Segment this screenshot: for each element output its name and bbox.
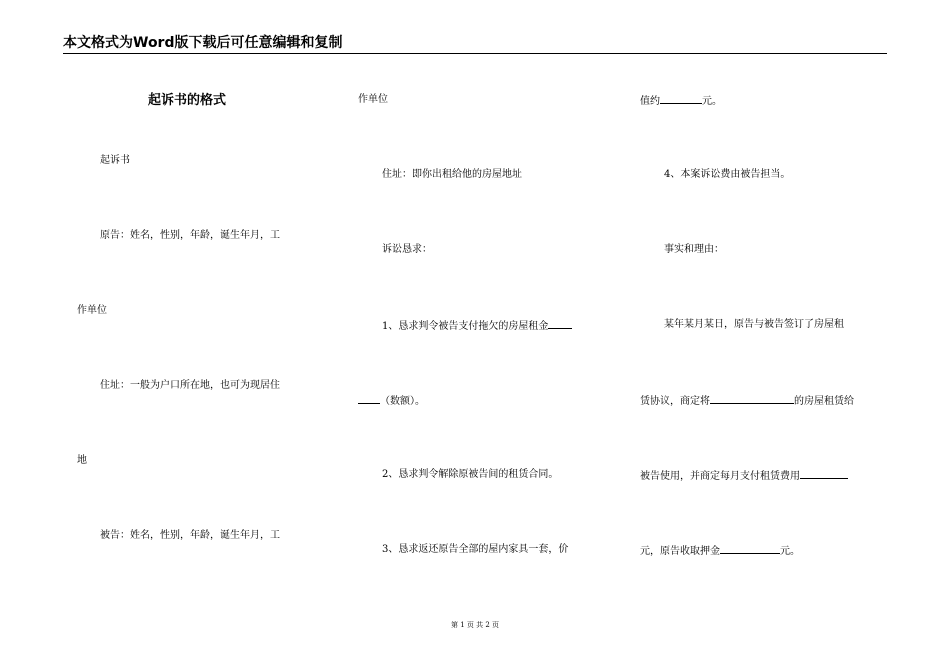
blank-field: [800, 468, 848, 479]
plaintiff-line: 原告：姓名，性别，年龄，诞生年月，工: [100, 230, 280, 241]
facts-line-4: [640, 543, 800, 559]
facts-heading: 事实和理由：: [664, 244, 724, 255]
facts-line-1: 某年某月某日，原告与被告签订了房屋租: [664, 319, 844, 330]
claim-1-line: [382, 318, 572, 334]
facts-4-pre-text: 元，原告收取押金: [640, 546, 720, 557]
address-line-cont: 地: [77, 455, 87, 466]
blank-field: [710, 393, 794, 404]
claim-1-cont-line: [358, 393, 425, 409]
facts-2-post-text: 的房屋租赁给: [794, 396, 854, 407]
heading-complaint: 起诉书: [100, 155, 130, 166]
claim-4-line: 4、本案诉讼费由被告担当。: [664, 169, 791, 180]
defendant-line-cont: 作单位: [358, 94, 388, 105]
value-pre-text: 值约: [640, 96, 660, 107]
value-line: [640, 93, 722, 109]
blank-field: [548, 318, 572, 329]
page-number: 第 1 页 共 2 页: [450, 621, 500, 629]
claim-1-text: 1、恳求判令被告支付拖欠的房屋租金: [382, 321, 549, 332]
header-divider: [63, 53, 887, 54]
facts-4-post-text: 元。: [780, 546, 800, 557]
blank-field: [358, 393, 380, 404]
facts-line-2: [640, 393, 854, 409]
document-title: 起诉书的格式: [148, 93, 227, 108]
facts-2-pre-text: 赁协议，商定将: [640, 396, 710, 407]
plaintiff-line-cont: 作单位: [77, 305, 107, 316]
value-post-text: 元。: [702, 96, 722, 107]
defendant-address-line: 住址：即你出租给他的房屋地址: [382, 169, 522, 180]
claim-1-cont-text: （数额）。: [380, 396, 425, 407]
address-line: 住址：一般为户口所在地，也可为现居住: [100, 380, 280, 391]
claims-heading: 诉讼恳求：: [382, 244, 432, 255]
document-header: 本文格式为Word版下载后可任意编辑和复制: [63, 35, 343, 51]
facts-3-pre-text: 被告使用，并商定每月支付租赁费用: [640, 471, 800, 482]
claim-2-line: 2、恳求判令解除原被告间的租赁合同。: [382, 469, 559, 480]
blank-field: [660, 93, 702, 104]
facts-line-3: [640, 468, 848, 484]
claim-3-line: 3、恳求返还原告全部的屋内家具一套，价: [382, 544, 569, 555]
defendant-line: 被告：姓名，性别，年龄，诞生年月，工: [100, 530, 280, 541]
blank-field: [720, 543, 780, 554]
